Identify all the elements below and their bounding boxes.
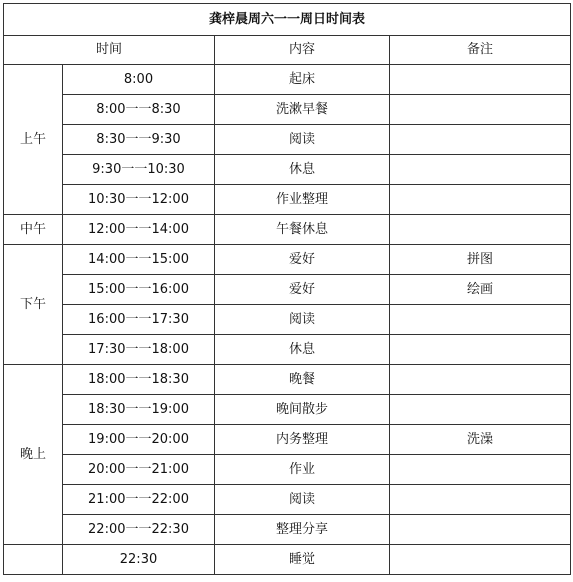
time-cell: 18:30一一19:00 bbox=[63, 395, 215, 425]
period-evening: 晚上 bbox=[4, 365, 63, 545]
table-title: 龚梓晨周六一一周日时间表 bbox=[4, 4, 571, 36]
table-row bbox=[4, 425, 571, 455]
content-cell: 休息 bbox=[215, 335, 390, 365]
time-cell: 8:00一一8:30 bbox=[63, 95, 215, 125]
time-cell: 22:30 bbox=[63, 545, 215, 575]
content-cell: 晚餐 bbox=[215, 365, 390, 395]
content-cell: 午餐休息 bbox=[215, 215, 390, 245]
time-cell: 19:00一一20:00 bbox=[63, 425, 215, 455]
note-cell bbox=[390, 545, 571, 575]
period-blank bbox=[4, 545, 63, 575]
note-cell bbox=[390, 185, 571, 215]
time-cell: 20:00一一21:00 bbox=[63, 455, 215, 485]
table-row bbox=[4, 65, 571, 95]
note-cell bbox=[390, 455, 571, 485]
table-row bbox=[4, 365, 571, 395]
content-cell: 作业 bbox=[215, 455, 390, 485]
note-cell bbox=[390, 155, 571, 185]
time-cell: 8:00 bbox=[63, 65, 215, 95]
time-cell: 10:30一一12:00 bbox=[63, 185, 215, 215]
note-cell: 洗澡 bbox=[390, 425, 571, 455]
note-cell bbox=[390, 95, 571, 125]
content-cell: 阅读 bbox=[215, 485, 390, 515]
table-row bbox=[4, 395, 571, 425]
content-cell: 爱好 bbox=[215, 275, 390, 305]
time-cell: 14:00一一15:00 bbox=[63, 245, 215, 275]
content-cell: 作业整理 bbox=[215, 185, 390, 215]
note-cell bbox=[390, 65, 571, 95]
period-morning: 上午 bbox=[4, 65, 63, 215]
period-afternoon: 下午 bbox=[4, 245, 63, 365]
title-row bbox=[4, 4, 571, 36]
table-row bbox=[4, 95, 571, 125]
note-cell bbox=[390, 365, 571, 395]
header-content: 内容 bbox=[215, 36, 390, 65]
content-cell: 整理分享 bbox=[215, 515, 390, 545]
time-cell: 12:00一一14:00 bbox=[63, 215, 215, 245]
content-cell: 起床 bbox=[215, 65, 390, 95]
note-cell bbox=[390, 305, 571, 335]
header-notes: 备注 bbox=[390, 36, 571, 65]
period-noon: 中午 bbox=[4, 215, 63, 245]
table-row bbox=[4, 215, 571, 245]
header-row bbox=[4, 36, 571, 65]
note-cell bbox=[390, 215, 571, 245]
note-cell bbox=[390, 515, 571, 545]
table-row bbox=[4, 125, 571, 155]
header-time: 时间 bbox=[4, 36, 215, 65]
time-cell: 8:30一一9:30 bbox=[63, 125, 215, 155]
content-cell: 阅读 bbox=[215, 125, 390, 155]
content-cell: 洗漱早餐 bbox=[215, 95, 390, 125]
table-row bbox=[4, 275, 571, 305]
table-row bbox=[4, 545, 571, 575]
time-cell: 9:30一一10:30 bbox=[63, 155, 215, 185]
schedule-table bbox=[3, 3, 571, 575]
note-cell: 拼图 bbox=[390, 245, 571, 275]
content-cell: 睡觉 bbox=[215, 545, 390, 575]
content-cell: 休息 bbox=[215, 155, 390, 185]
note-cell: 绘画 bbox=[390, 275, 571, 305]
note-cell bbox=[390, 335, 571, 365]
content-cell: 阅读 bbox=[215, 305, 390, 335]
table-row bbox=[4, 485, 571, 515]
content-cell: 爱好 bbox=[215, 245, 390, 275]
table-row bbox=[4, 185, 571, 215]
content-cell: 晚间散步 bbox=[215, 395, 390, 425]
time-cell: 18:00一一18:30 bbox=[63, 365, 215, 395]
note-cell bbox=[390, 485, 571, 515]
table-row bbox=[4, 335, 571, 365]
table-row bbox=[4, 155, 571, 185]
time-cell: 22:00一一22:30 bbox=[63, 515, 215, 545]
table-row bbox=[4, 515, 571, 545]
time-cell: 16:00一一17:30 bbox=[63, 305, 215, 335]
time-cell: 17:30一一18:00 bbox=[63, 335, 215, 365]
table-row bbox=[4, 245, 571, 275]
content-cell: 内务整理 bbox=[215, 425, 390, 455]
time-cell: 21:00一一22:00 bbox=[63, 485, 215, 515]
note-cell bbox=[390, 125, 571, 155]
time-cell: 15:00一一16:00 bbox=[63, 275, 215, 305]
note-cell bbox=[390, 395, 571, 425]
table-row bbox=[4, 455, 571, 485]
table-row bbox=[4, 305, 571, 335]
